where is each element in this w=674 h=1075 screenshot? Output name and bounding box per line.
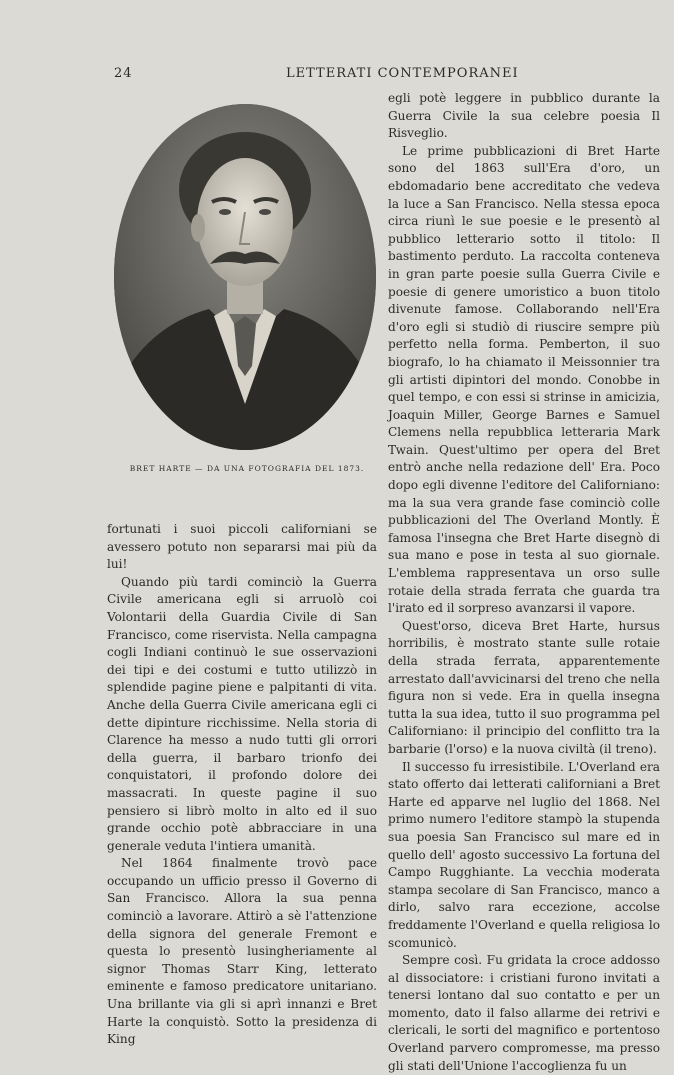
paragraph: Quest'orso, diceva Bret Harte, hursus horribilis, è mostrato stante sulle rotaie della strada ferrata, apparentemente arrestato dall'avvicinarsi del treno che nella figura non si vede. Era in quella insegna tutta la sua idea, tutto il suo programma pel Californiano: il principio del conflitto tra la barbarie (l'orso) e la nuova civiltà (il treno).: [388, 618, 660, 756]
paragraph: Il successo fu irresistibile. L'Overland era stato offerto dai letterati californiani a Bret Harte ed apparve nel luglio del 1868. Nel primo numero l'editore stampò la stupenda sua poesia San Francisco sul mare ed in quello dell' agosto successivo La fortuna del Campo Rugghiante. La vecchia moderata stampa secolare di San Francisco, manco a dirlo, salvo rara eccezione, accolse freddamente l'Overland e quella religiosa lo scomunicò.: [388, 759, 660, 950]
running-title: LETTERATI CONTEMPORANEI: [286, 66, 519, 81]
portrait-caption: BRET HARTE — DA UNA FOTOGRAFIA DEL 1873.: [129, 464, 365, 473]
left-text-column: [107, 521, 377, 1049]
paragraph: egli potè leggere in pubblico durante la Guerra Civile la sua celebre poesia Il Risveglio.: [388, 91, 660, 141]
paragraph: Sempre così. Fu gridata la croce addosso al dissociatore: i cristiani furono invitati a tenersi lontano dal suo contatto e per un momento, dato il falso allarme dei retrivi e clericali, le sorti del magnifico e portentoso Overland parvero compromesse, ma presso gli stati dell'Unione l'accoglienza fu un: [388, 953, 660, 1073]
portrait-photograph: [114, 104, 376, 450]
paragraph: Le prime pubblicazioni di Bret Harte sono del 1863 sull'Era d'oro, un ebdomadario bene accreditato che vedeva la luce a San Francisco. Nella stessa epoca circa riunì le sue poesie e le presentò al pubblico letterario sotto il titolo: Il bastimento perduto. La raccolta conteneva in gran parte poesie sulla Guerra Civile e poesie di genere umoristico a buon titolo divenute famose. Collaborando nell'Era d'oro egli si studiò di riuscire sempre più perfetto nella forma. Pemberton, il suo biografo, lo ha chiamato il Meissonnier tra gli artisti dipintori del mondo. Conobbe in quel tempo, e con essi si strinse in amicizia, Joaquin Miller, George Barnes e Samuel Clemens nella repubblica letteraria Mark Twain. Quest'ultimo per opera del Bret entrò anche nella redazione dell' Era. Poco dopo egli divenne l'editore del Californiano: ma la sua vera grande fase cominciò colle pubblicazioni del The Overland Montly. È famosa l'insegna che Bret Harte disegnò di sua mano e pose in testa al suo giornale. L'emblema rappresentava un orso sulle rotaie della strada ferrata che guarda tra l'irato ed il sorpreso avanzarsi il vapore.: [388, 143, 660, 616]
portrait-illustration: [114, 104, 376, 450]
right-text-column: [388, 90, 660, 1075]
page-number: 24: [114, 66, 133, 81]
paragraph: Nel 1864 finalmente trovò pace occupando un ufficio presso il Governo di San Francisco. Allora la sua penna cominciò a lavorare. Attirò a sè l'attenzione della signora del generale Fremont e questa lo presentò lusingheriamente al signor Thomas Starr King, letterato eminente e famoso predicatore unitariano. Una brillante via gli si aprì innanzi e Bret Harte la conquistò. Sotto la presidenza di King: [107, 856, 377, 1047]
paragraph: Quando più tardi cominciò la Guerra Civile americana egli si arruolò coi Volontarii della Guardia Civile di San Francisco, come riservista. Nella campagna cogli Indiani continuò le sue osservazioni dei tipi e dei costumi e tutto utilizzò in splendide pagine piene e palpitanti di vita. Anche della Guerra Civile americana egli ci dette dipinture ricchissime. Nella storia di Clarence ha messo a nudo tutti gli orrori della guerra, il barbaro trionfo dei conquistatori, il profondo dolore dei massacrati. In queste pagine il suo pensiero si librò molto in alto ed il suo grande occhio potè abbracciare in una generale veduta l'intiera umanità.: [107, 574, 377, 853]
paragraph: fortunati i suoi piccoli californiani se avessero potuto non separarsi mai più da lui!: [107, 522, 377, 572]
